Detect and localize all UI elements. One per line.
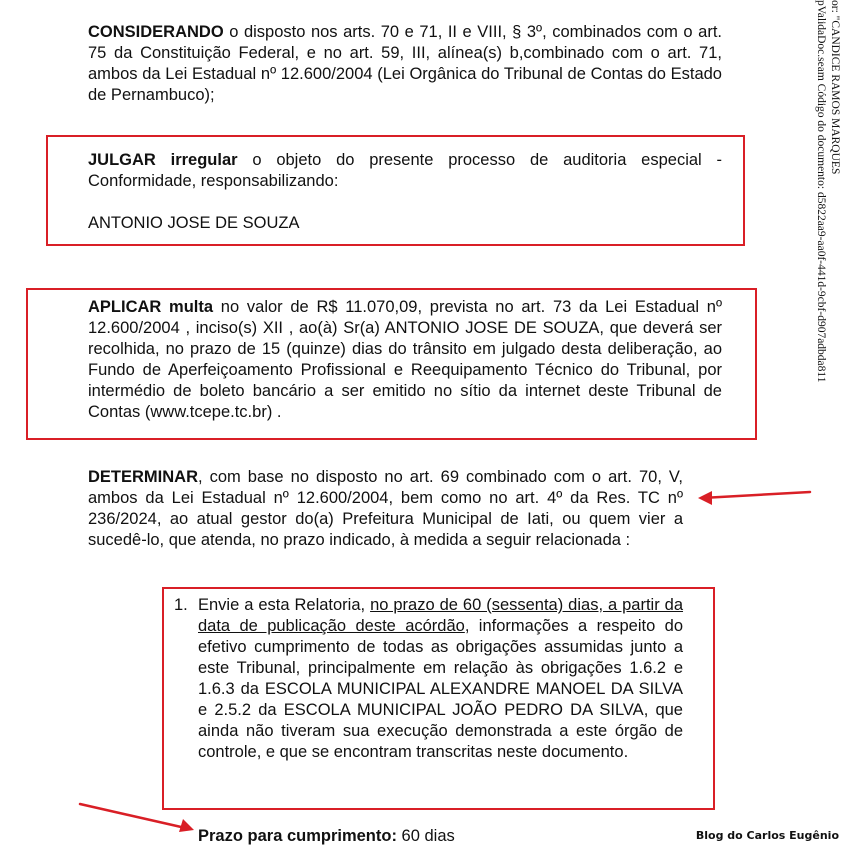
blog-watermark: Blog do Carlos Eugênio <box>695 829 839 842</box>
arrow-bottom-head <box>179 819 194 832</box>
item1-text-b: , informações a respeito do efetivo cumprimento de todas as obrigações assumidas junto a este Tribunal, principalmente em relação às obrigações 1.6.2 e 1.6.3 da ESCOLA MUNICIPAL ALEXANDRE MANOEL DA SILVA e 2.5.2 da ESCOLA MUNICIPAL JOÃO PEDRO DA SILVA, que ainda não tiveram sua execução demonstrada a este órgão de controle, e que se encontram transcritas neste documento. <box>198 617 683 761</box>
margin-signer-line: or: "CANDICE RAMOS MARQUES <box>829 0 841 175</box>
considerando-lead: CONSIDERANDO <box>88 23 224 41</box>
prazo-value: 60 dias <box>396 827 455 845</box>
julgar-text: o objeto do presente processo de auditoria especial - Conformidade, responsabilizando: <box>88 151 722 190</box>
determinar-lead: DETERMINAR <box>88 468 198 486</box>
julgar-responsible-name: ANTONIO JOSE DE SOUZA <box>88 214 300 232</box>
arrow-right-line <box>702 492 810 498</box>
item1-text-a: Envie a esta Relatoria, <box>198 596 371 614</box>
julgar-lead: JULGAR irregular <box>88 151 238 169</box>
arrow-right-head <box>698 491 712 505</box>
determinar-text: , com base no disposto no art. 69 combinado com o art. 70, V, ambos da Lei Estadual nº 12.600/2004, bem como no art. 4º da Res. TC nº 236/2024, ao atual gestor do(a) Prefeitura Municipal de Iati, ou quem vier a sucedê-lo, que atenda, no prazo indicado, à medida a seguir relacionada : <box>88 468 683 549</box>
prazo-label: Prazo para cumprimento: <box>198 827 397 845</box>
item1-number: 1. <box>174 596 188 614</box>
arrow-bottom-line <box>80 804 190 829</box>
aplicar-text: no valor de R$ 11.070,09, prevista no art. 73 da Lei Estadual nº 12.600/2004 , inciso(s) XII , ao(à) Sr(a) ANTONIO JOSE DE SOUZA, que deverá ser recolhida, no prazo de 15 (quinze) dias do trânsito em julgado desta deliberação, ao Fundo de Aperfeiçoamento Profissional e Reequipamento Técnico do Tribunal, por intermédio de boleto bancário a ser emitido no sítio da internet deste Tribunal de Contas (www.tcepe.tc.br) . <box>88 298 723 421</box>
item1-deadline-underlined: no prazo de 60 (sessenta) dias, a partir da data de publicação deste acórdão <box>198 596 684 635</box>
margin-document-code-line: pValidaDoc.seam Código do documento: d5822aa9-aa0f-441d-9cbf-d907adbda811 <box>815 0 827 383</box>
aplicar-lead: APLICAR multa <box>88 298 214 316</box>
considerando-text: o disposto nos arts. 70 e 71, II e VIII, § 3º, combinados com o art. 75 da Constituição Federal, e no art. 59, III, alínea(s) b,combinado com o art. 71, ambos da Lei Estadual nº 12.600/2004 (Lei Orgânica do Tribunal de Contas do Estado de Pernambuco); <box>88 23 722 104</box>
